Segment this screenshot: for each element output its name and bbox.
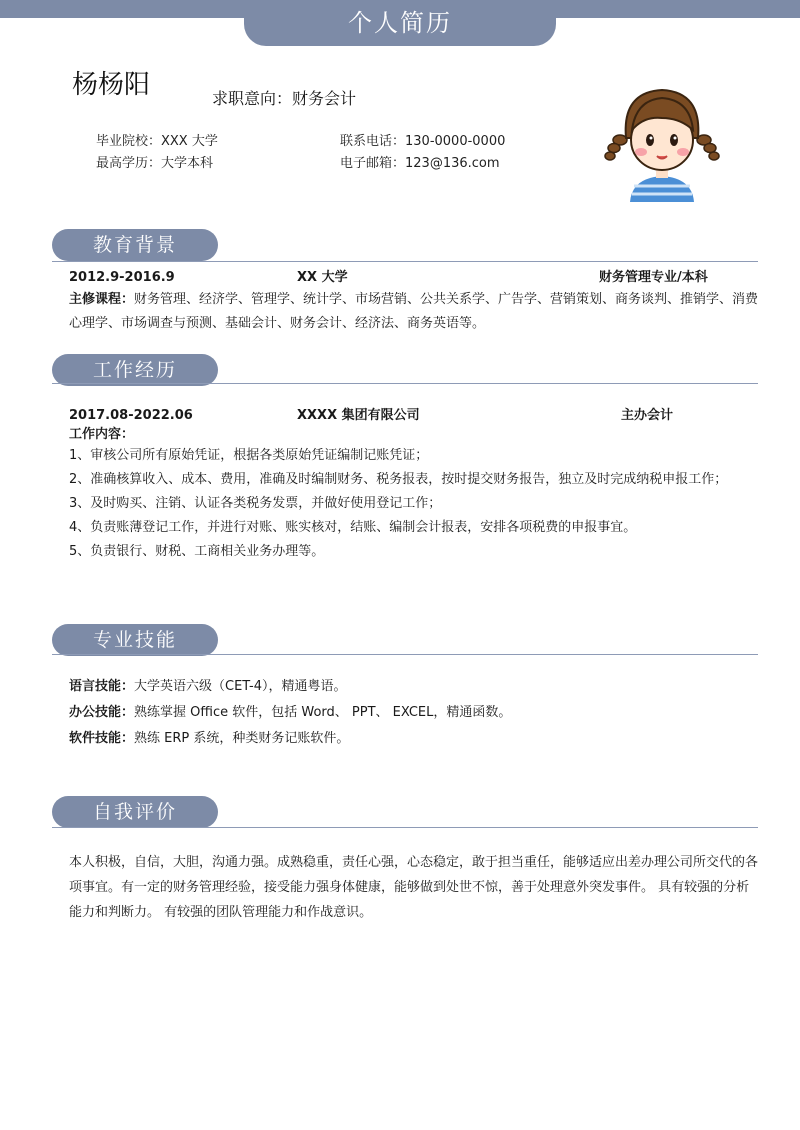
page-title: 个人简历	[244, 0, 556, 46]
work-item: 1、审核公司所有原始凭证，根据各类原始凭证编制记账凭证；	[69, 448, 429, 463]
skill-item	[69, 674, 759, 700]
self-eval-text: 本人积极，自信，大胆，沟通力强。成熟稳重，责任心强，心态稳定，敢于担当重任，能够适应出差办理公司所交代的各项事宜。有一定的财务管理经验，接受能力强身体健康，能够做到处世不惊，善于处理意外突发事件。 具有较强的分析能力和判断力。 有较强的团队管理能力和作战意识。	[69, 855, 759, 920]
education-major: 财务管理专业/本科	[599, 270, 708, 285]
skills-section	[69, 674, 759, 752]
email-info: 电子邮箱：123@136.com	[340, 156, 500, 171]
education-section	[69, 266, 759, 336]
degree-info: 最高学历：大学本科	[96, 156, 214, 171]
education-summary-row	[69, 266, 759, 288]
skill-label: 软件技能：	[69, 731, 135, 746]
courses-text: 财务管理、经济学、管理学、统计学、市场营销、公共关系学、广告学、营销策划、商务谈判、推销学、消费心理学、市场调查与预测、基础会计、财务会计、经济法、商务英语等。	[69, 292, 759, 331]
phone-info: 联系电话：130-0000-0000	[340, 134, 506, 149]
work-item: 3、及时购买、注销、认证各类税务发票，并做好使用登记工作；	[69, 496, 442, 511]
work-item: 4、负责账薄登记工作，并进行对账、账实核对，结账、编制会计报表，安排各项税费的申报事宜。	[69, 520, 637, 535]
work-section	[69, 404, 759, 564]
work-content-label: 工作内容：	[69, 427, 135, 442]
section-self-eval-heading: 自我评价	[52, 796, 218, 828]
work-item: 2、准确核算收入、成本、费用，准确及时编制财务、税务报表，按时提交财务报告，独立及时完成纳税申报工作；	[69, 472, 728, 487]
contact-info	[340, 131, 505, 175]
skill-label: 语言技能：	[69, 679, 135, 694]
skill-label: 办公技能：	[69, 705, 135, 720]
work-period: 2017.08-2022.06	[69, 408, 193, 423]
section-work-heading: 工作经历	[52, 354, 218, 386]
skill-item	[69, 726, 759, 752]
work-item: 5、负责银行、财税、工商相关业务办理等。	[69, 544, 325, 559]
skill-item	[69, 700, 759, 726]
courses-label: 主修课程：	[69, 292, 135, 307]
section-skills-heading: 专业技能	[52, 624, 218, 656]
education-courses	[69, 288, 759, 336]
work-summary-row	[69, 404, 759, 426]
skill-text: 大学英语六级（CET-4），精通粤语。	[134, 679, 347, 694]
work-position: 主办会计	[621, 408, 674, 423]
section-divider	[52, 827, 758, 828]
avatar	[600, 78, 724, 202]
education-school: XX 大学	[297, 270, 348, 285]
skill-text: 熟练 ERP 系统，种类财务记账软件。	[134, 731, 350, 746]
self-eval-section	[69, 850, 759, 925]
candidate-name: 杨杨阳	[72, 70, 151, 100]
school-info: 毕业院校：XXX 大学	[96, 134, 218, 149]
section-divider	[52, 261, 758, 262]
section-divider	[52, 383, 758, 384]
job-intent: 求职意向：财务会计	[212, 89, 357, 108]
skill-text: 熟练掌握 Office 软件，包括 Word、 PPT、 EXCEL，精通函数。	[134, 705, 512, 720]
education-period: 2012.9-2016.9	[69, 270, 175, 285]
section-education-heading: 教育背景	[52, 229, 218, 261]
basic-info-left	[96, 131, 218, 175]
work-company: XXXX 集团有限公司	[297, 408, 420, 423]
section-divider	[52, 654, 758, 655]
